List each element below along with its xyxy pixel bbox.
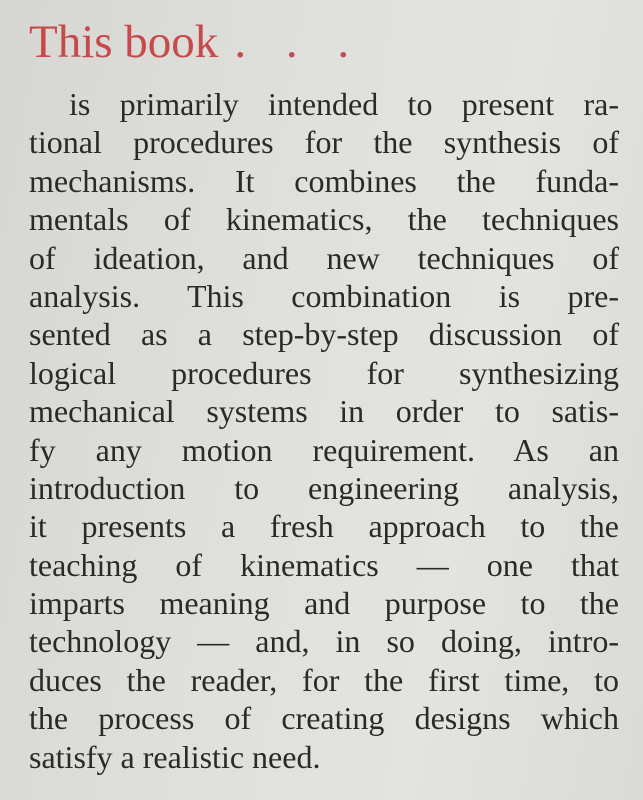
text-line: satisfy a realistic need. — [29, 738, 321, 775]
text-line: the process of creating designs which — [29, 700, 619, 737]
text-line: mechanisms. It combines the funda- — [29, 162, 619, 199]
text-line: analysis. This combination is pre- — [29, 277, 619, 314]
text-line: is primarily intended to present ra- — [69, 86, 619, 122]
heading-ellipsis: . . . — [234, 16, 364, 68]
page-heading — [29, 10, 363, 74]
text-line: introduction to engineering analysis, — [29, 469, 619, 506]
text-line: logical procedures for synthesizing — [29, 354, 619, 391]
text-line: it presents a fresh approach to the — [29, 508, 619, 545]
text-line: duces the reader, for the first time, to — [29, 661, 619, 698]
heading-title: This book — [29, 16, 219, 68]
text-line: of ideation, and new techniques of — [29, 239, 619, 276]
text-line: imparts meaning and purpose to the — [29, 585, 619, 622]
text-line: technology — and, in so doing, intro- — [29, 623, 619, 660]
text-line: fy any motion requirement. As an — [29, 431, 619, 468]
text-line: teaching of kinematics — one that — [29, 546, 619, 583]
body-paragraph — [29, 85, 619, 776]
text-line: tional procedures for the synthesis of — [29, 124, 619, 161]
text-line: mechanical systems in order to satis- — [29, 393, 619, 430]
text-line: sented as a step-by-step discussion of — [29, 316, 619, 353]
text-line: mentals of kinematics, the techniques — [29, 201, 619, 238]
